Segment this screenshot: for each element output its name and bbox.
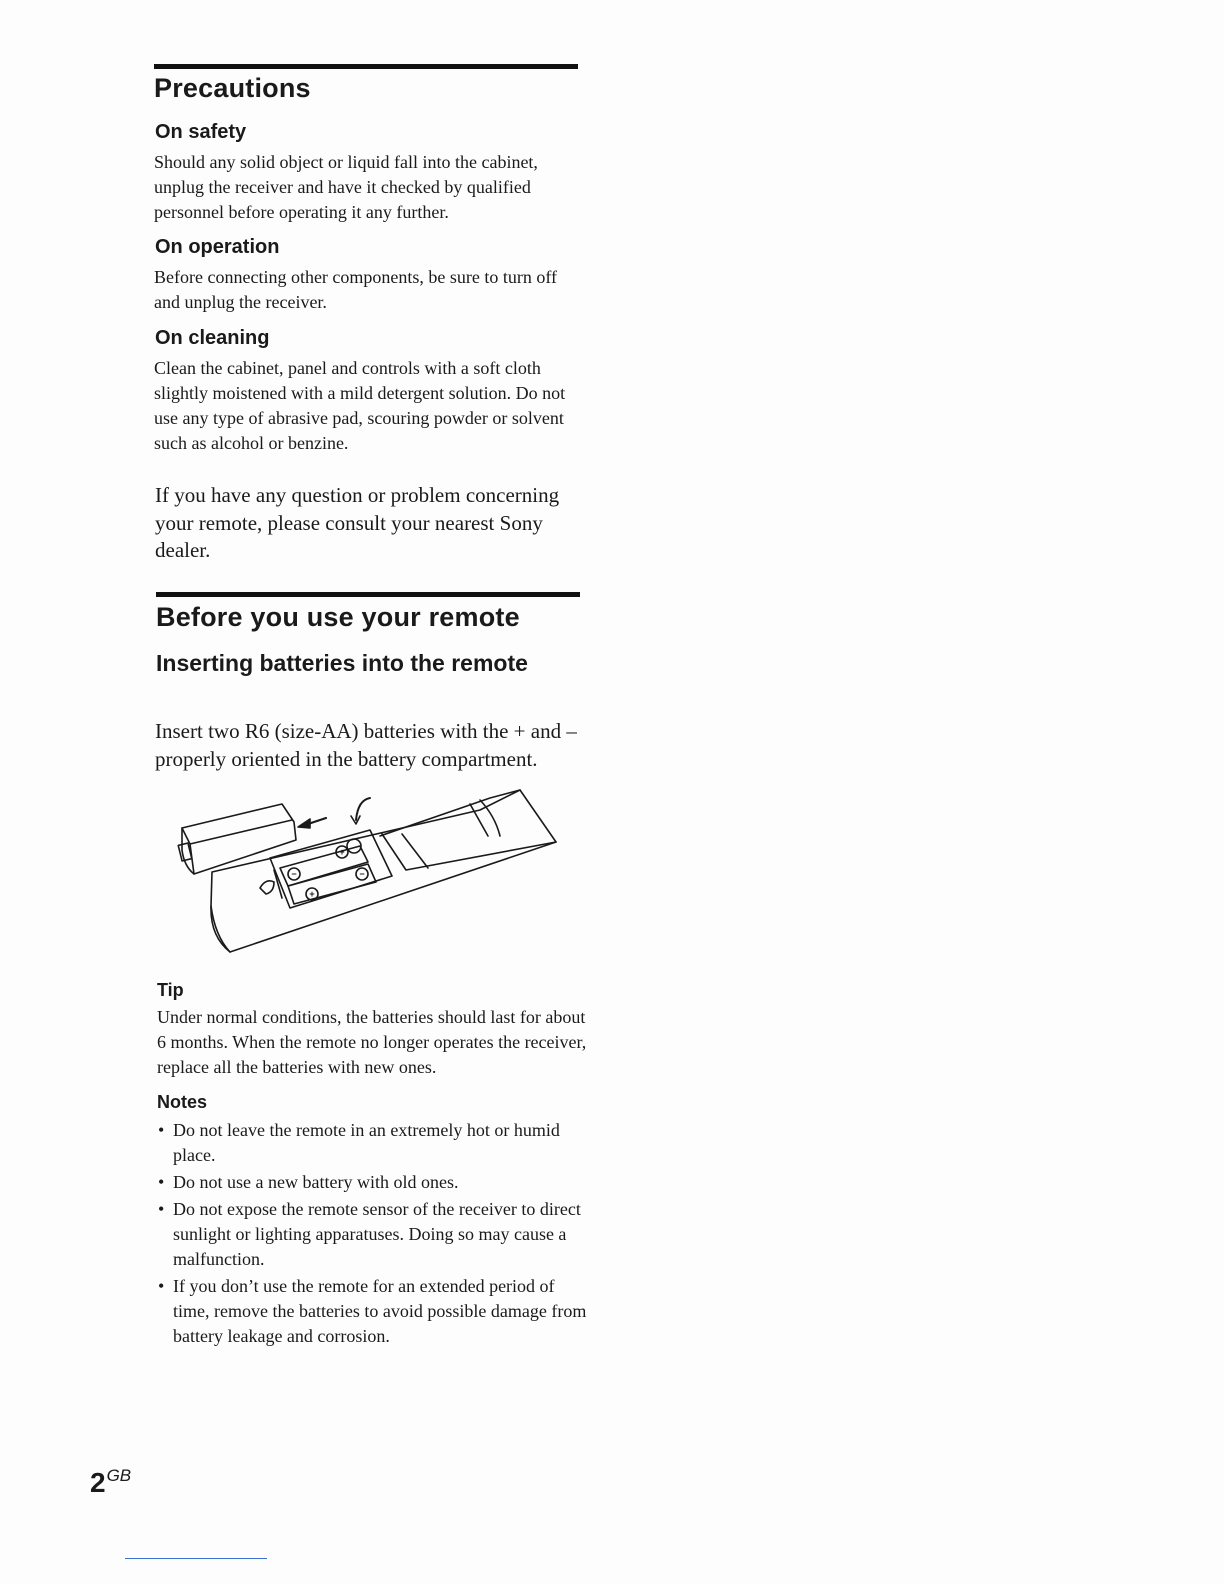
notes-heading: Notes bbox=[157, 1092, 208, 1112]
page-number-suffix: GB bbox=[106, 1466, 132, 1485]
svg-text:−: − bbox=[359, 869, 365, 879]
on-cleaning-text: Clean the cabinet, panel and controls with a soft cloth slightly moistened with a mild detergent solution. Do not use any type of abrasive pad, scouring powder or solvent such as alcohol or benzine. bbox=[154, 358, 566, 453]
on-operation-heading: On operation bbox=[155, 236, 280, 258]
inserting-batteries-heading: Inserting batteries into the remote bbox=[156, 650, 528, 676]
remote-section-title: Before you use your remote bbox=[156, 602, 520, 632]
notes-list bbox=[158, 1118, 588, 1351]
remote-battery-insertion-illustration-icon bbox=[170, 786, 570, 958]
svg-text:−: − bbox=[291, 869, 297, 879]
svg-text:+: + bbox=[309, 889, 315, 899]
battery-instruction-text: Insert two R6 (size-AA) batteries with the + and – properly oriented in the battery compartment. bbox=[155, 719, 577, 771]
section-rule-remote bbox=[156, 592, 580, 597]
tip-heading: Tip bbox=[157, 980, 184, 1000]
section-rule-precautions bbox=[154, 64, 578, 69]
page-number-value: 2 bbox=[90, 1467, 106, 1498]
on-safety-heading: On safety bbox=[155, 121, 247, 143]
note-item: • If you don’t use the remote for an extended period of time, remove the batteries to avoid possible damage from battery leakage and corrosion. bbox=[158, 1274, 588, 1349]
note-item: • Do not expose the remote sensor of the receiver to direct sunlight or lighting apparatuses. Doing so may cause a malfunction. bbox=[158, 1197, 588, 1272]
note-item: • Do not leave the remote in an extremely hot or humid place. bbox=[158, 1118, 588, 1168]
on-cleaning-heading: On cleaning bbox=[155, 327, 270, 349]
tip-text: Under normal conditions, the batteries should last for about 6 months. When the remote no longer operates the receiver, replace all the batteries with new ones. bbox=[157, 1007, 587, 1077]
note-item: • Do not use a new battery with old ones. bbox=[158, 1170, 588, 1195]
contact-dealer-text: If you have any question or problem concerning your remote, please consult your nearest Sony dealer. bbox=[155, 483, 560, 562]
svg-text:+: + bbox=[339, 847, 345, 857]
precautions-title: Precautions bbox=[154, 73, 311, 103]
on-safety-text: Should any solid object or liquid fall into the cabinet, unplug the receiver and have it checked by qualified personnel before operating it any further. bbox=[154, 152, 538, 222]
footer-divider bbox=[125, 1558, 267, 1559]
on-operation-text: Before connecting other components, be sure to turn off and unplug the receiver. bbox=[154, 267, 558, 312]
page-number bbox=[90, 1466, 131, 1499]
